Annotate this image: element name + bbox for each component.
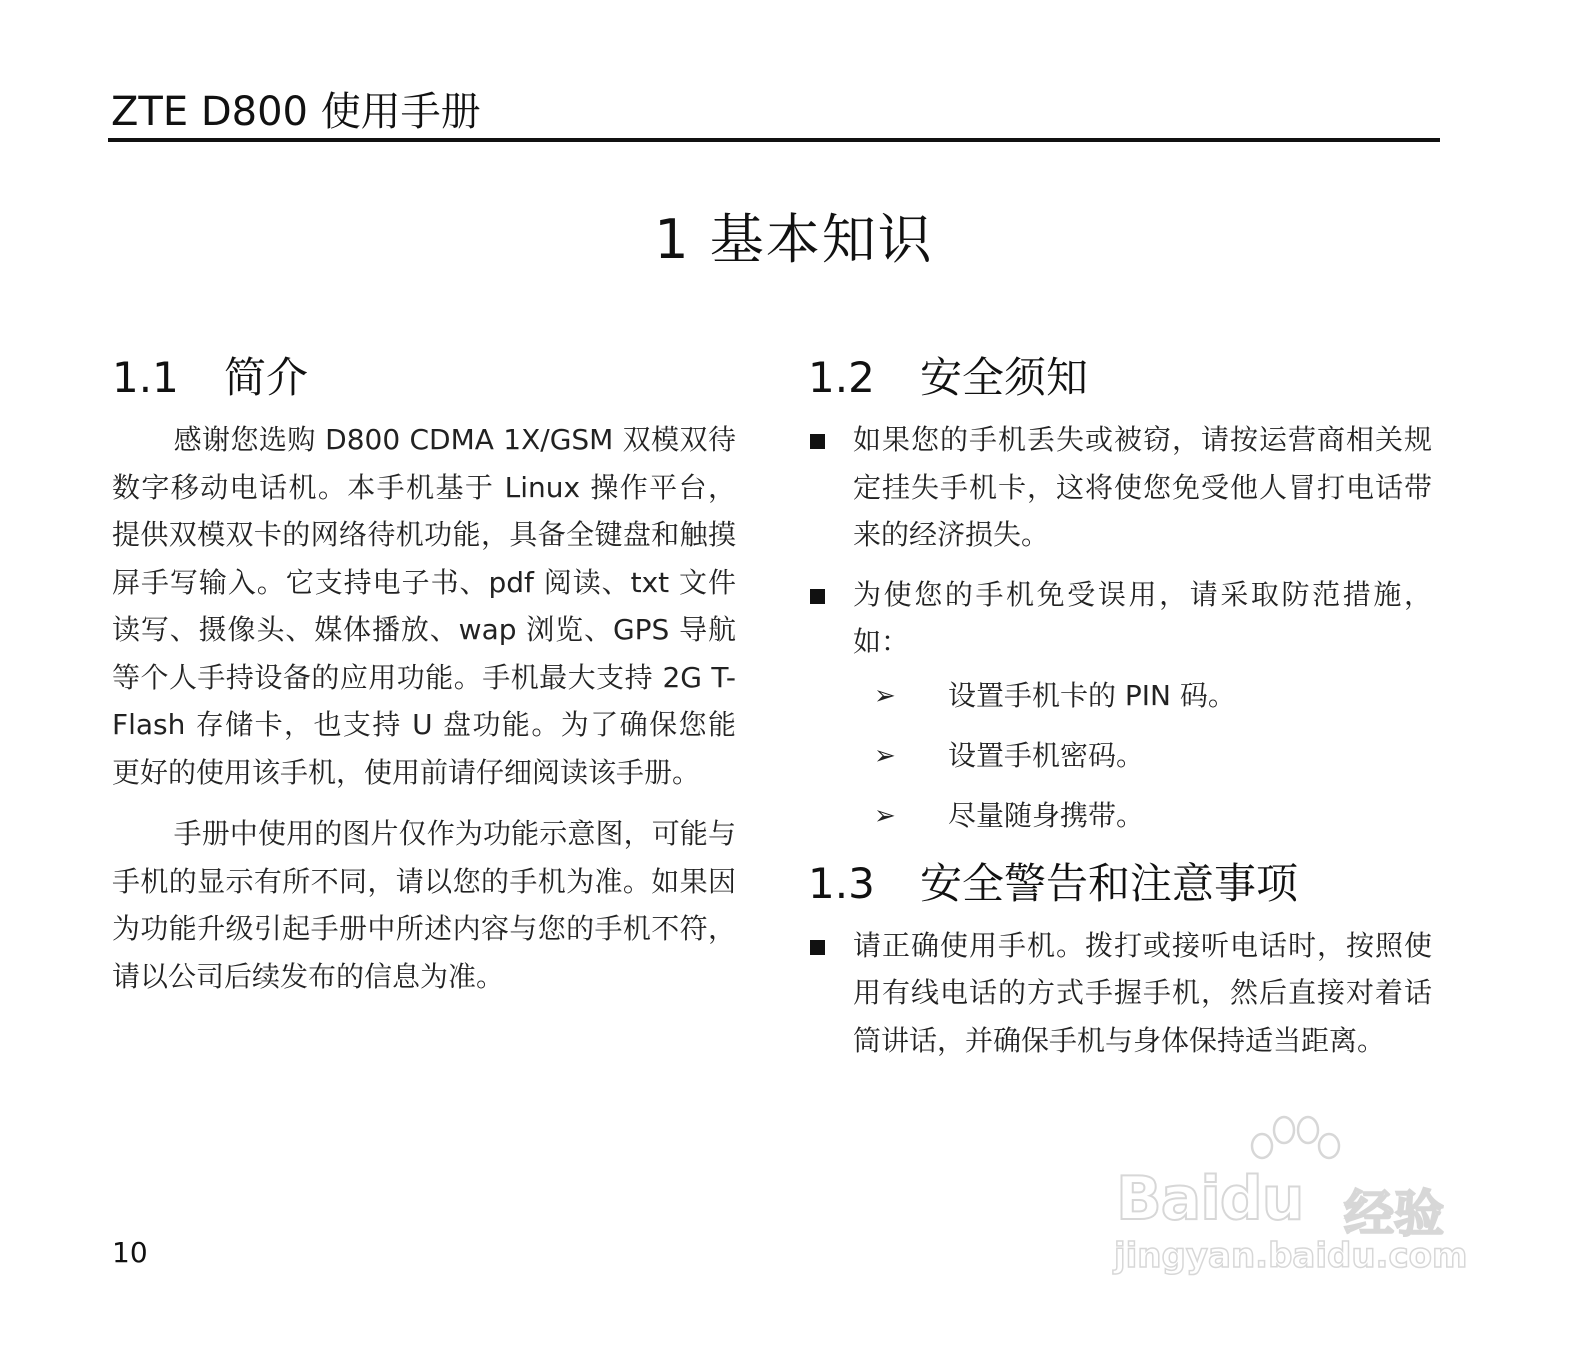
watermark-url: jingyan.baidu.com (1114, 1236, 1468, 1276)
sub-item-text: 设置手机密码。 (948, 738, 1145, 772)
sub-list-item (808, 666, 1432, 726)
baidu-jingyan-watermark (1112, 1112, 1472, 1292)
square-bullet-icon (810, 589, 825, 604)
arrow-bullet-icon: ➢ (874, 680, 896, 711)
warning-bullet (808, 922, 1432, 1065)
section-1-1-heading (112, 340, 736, 416)
section-number: 1.3 (808, 858, 875, 908)
bullet-text: 为使您的手机免受误用，请采取防范措施，如： (853, 577, 1432, 658)
section-number: 1.2 (808, 353, 875, 402)
watermark-logo-text: Baidu (1116, 1164, 1304, 1234)
bullet-text: 请正确使用手机。拨打或接听电话时，按照使用有线电话的方式手握手机，然后直接对着话筒讲话，并确保手机与身体保持适当距离。 (853, 928, 1432, 1057)
square-bullet-icon (810, 434, 825, 449)
header-rule (108, 138, 1440, 142)
intro-paragraph-1: 感谢您选购 D800 CDMA 1X/GSM 双模双待数字移动电话机。本手机基于 Linux 操作平台，提供双模双卡的网络待机功能，具备全键盘和触摸屏手写输入。它支持电子书、pdf 阅读、txt 文件读写、摄像头、媒体播放、wap 浏览、GPS 导航等个人手持设备的应用功能。手机最大支持 2G T-Flash 存储卡，也支持 U 盘功能。为了确保您能更好的使用该手机，使用前请仔细阅读该手册。 (112, 423, 736, 789)
sub-item-text: 尽量随身携带。 (948, 798, 1145, 832)
chapter-title: 1 基本知识 (654, 208, 934, 271)
sub-item-text: 设置手机卡的 PIN 码。 (948, 678, 1236, 712)
section-1-3-heading (808, 846, 1432, 922)
document-header-title: ZTE D800 使用手册 (111, 89, 481, 135)
arrow-bullet-icon: ➢ (874, 800, 896, 831)
right-column (808, 340, 1432, 1064)
safety-bullet (808, 571, 1432, 666)
section-title: 安全须知 (920, 353, 1089, 402)
intro-paragraph-2: 手册中使用的图片仅作为功能示意图，可能与手机的显示有所不同，请以您的手机为准。如果因为功能升级引起手册中所述内容与您的手机不符，请以公司后续发布的信息为准。 (112, 817, 736, 993)
sub-list-item (808, 786, 1432, 846)
square-bullet-icon (810, 940, 825, 955)
section-title: 简介 (224, 353, 309, 402)
bullet-text: 如果您的手机丢失或被窃，请按运营商相关规定挂失手机卡，这将使您免受他人冒打电话带来的经济损失。 (853, 423, 1432, 551)
arrow-bullet-icon: ➢ (874, 740, 896, 771)
safety-bullet (808, 416, 1432, 559)
watermark-cn-text: 经验 (1344, 1185, 1444, 1243)
left-column (112, 340, 736, 1000)
page-number: 10 (112, 1236, 148, 1269)
section-number: 1.1 (112, 353, 179, 402)
sub-list-item (808, 726, 1432, 786)
section-1-2-heading (808, 340, 1432, 416)
section-title: 安全警告和注意事项 (920, 858, 1299, 908)
